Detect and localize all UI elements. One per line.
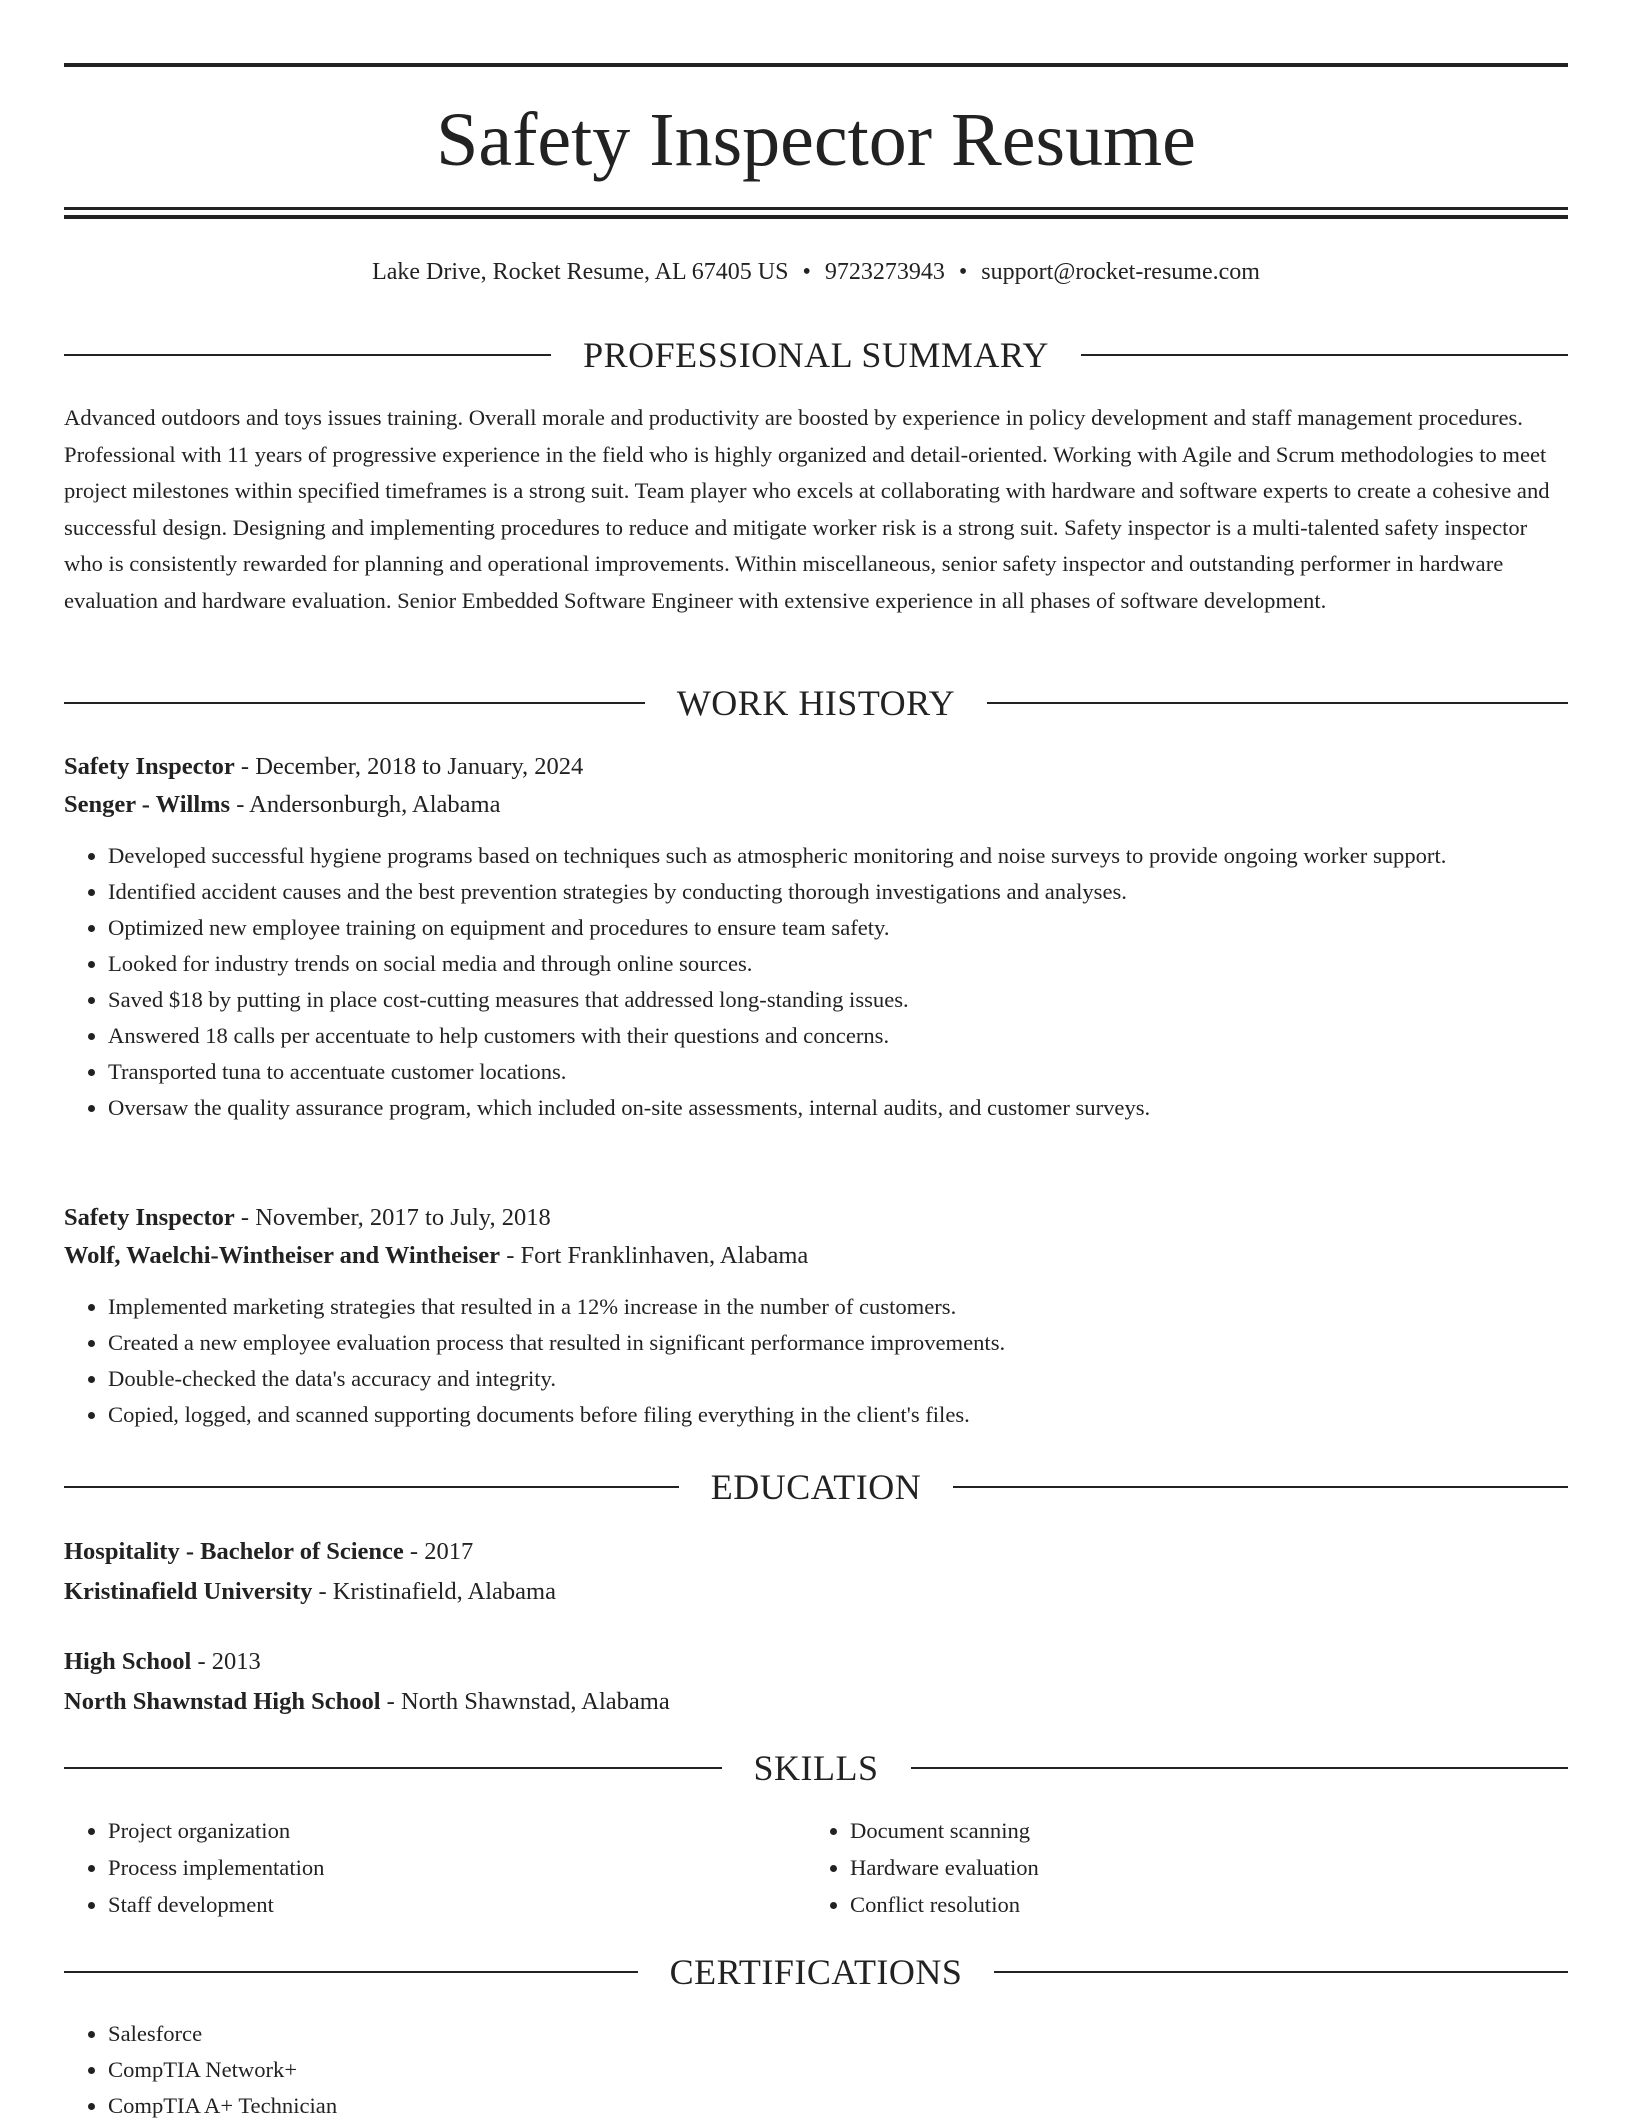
education-school-line bbox=[64, 1572, 1568, 1612]
section-rule bbox=[64, 1971, 638, 1973]
education-degree-line bbox=[64, 1532, 1568, 1572]
list-item: • Created a new employee evaluation process that resulted in significant performance improvements. bbox=[108, 1325, 1568, 1361]
section-title: EDUCATION bbox=[710, 1467, 922, 1507]
job-entry bbox=[64, 748, 1568, 1126]
section-rule bbox=[1081, 354, 1568, 356]
section-rule bbox=[64, 702, 645, 704]
page-title: Safety Inspector Resume bbox=[436, 98, 1196, 182]
section-header-certifications bbox=[64, 1948, 1568, 1996]
section-rule bbox=[994, 1971, 1568, 1973]
section-header-work-history bbox=[64, 679, 1568, 727]
job-bullets bbox=[64, 838, 1568, 1126]
section-title: PROFESSIONAL SUMMARY bbox=[583, 335, 1049, 375]
education-degree: Hospitality - Bachelor of Science bbox=[64, 1538, 404, 1565]
list-item: • Developed successful hygiene programs based on techniques such as atmospheric monitoring and noise surveys to provide ongoing worker support. bbox=[108, 838, 1568, 874]
education-year: - 2013 bbox=[191, 1648, 261, 1675]
section-rule bbox=[64, 1486, 679, 1488]
education-school-line bbox=[64, 1682, 1568, 1722]
education-year: - 2017 bbox=[403, 1538, 474, 1565]
summary-text: Advanced outdoors and toys issues training. Overall morale and productivity are boosted by experience in policy development and staff management procedures. Professional with 11 years of progressive experience in the field who is highly organized and detail-oriented. Working with Agile and Scrum methodologies to meet project milestones within specified timeframes is a strong suit. Team player who excels at collaborating with hardware and software experts to create a cohesive and successful design. Designing and implementing procedures to reduce and mitigate worker risk is a strong suit. Safety inspector is a multi-talented safety inspector who is consistently rewarded for planning and operational improvements. Within miscellaneous, senior safety inspector and outstanding performer in hardware evaluation and hardware evaluation. Senior Embedded Software Engineer with extensive experience in all phases of software development. bbox=[64, 405, 1550, 613]
job-title: Safety Inspector bbox=[64, 753, 235, 780]
job-location: - Andersonburgh, Alabama bbox=[230, 791, 501, 818]
section-title: CERTIFICATIONS bbox=[669, 1952, 963, 1992]
section-header-summary bbox=[64, 331, 1568, 379]
skills-list-left bbox=[64, 1812, 806, 1923]
education-school: Kristinafield University bbox=[64, 1578, 313, 1605]
education-entry bbox=[64, 1642, 1568, 1722]
job-company: Wolf, Waelchi-Wintheiser and Wintheiser bbox=[64, 1242, 501, 1269]
contact-email: support@rocket-resume.com bbox=[981, 259, 1260, 285]
list-item: • Implemented marketing strategies that resulted in a 12% increase in the number of customers. bbox=[108, 1289, 1568, 1325]
top-rule bbox=[64, 63, 1568, 67]
job-dates: - November, 2017 to July, 2018 bbox=[234, 1204, 551, 1231]
skills-list-right bbox=[806, 1812, 1548, 1923]
education-school: North Shawnstad High School bbox=[64, 1688, 381, 1715]
job-title-line bbox=[64, 748, 1568, 786]
job-title-line bbox=[64, 1199, 1568, 1237]
section-title: SKILLS bbox=[753, 1748, 879, 1788]
list-item: • Looked for industry trends on social media and through online sources. bbox=[108, 946, 1568, 982]
section-rule bbox=[64, 354, 551, 356]
list-item: • Saved $18 by putting in place cost-cutting measures that addressed long-standing issues. bbox=[108, 982, 1568, 1018]
list-item: • Oversaw the quality assurance program, which included on-site assessments, internal audits, and customer surveys. bbox=[108, 1090, 1568, 1126]
title-rule-lower bbox=[64, 215, 1568, 219]
section-rule bbox=[64, 1767, 722, 1769]
job-location: - Fort Franklinhaven, Alabama bbox=[500, 1242, 809, 1269]
section-rule bbox=[911, 1767, 1569, 1769]
list-item: • Document scanning bbox=[850, 1812, 1548, 1849]
contact-separator: • bbox=[958, 259, 968, 285]
list-item: • Copied, logged, and scanned supporting documents before filing everything in the client's files. bbox=[108, 1397, 1568, 1433]
section-header-education bbox=[64, 1463, 1568, 1511]
section-title: WORK HISTORY bbox=[676, 683, 956, 723]
education-degree: High School bbox=[64, 1648, 192, 1675]
job-dates: - December, 2018 to January, 2024 bbox=[234, 753, 584, 780]
list-item: • Transported tuna to accentuate customer locations. bbox=[108, 1054, 1568, 1090]
list-item: • Project organization bbox=[108, 1812, 806, 1849]
education-location: - Kristinafield, Alabama bbox=[312, 1578, 556, 1605]
section-rule bbox=[953, 1486, 1568, 1488]
education-degree-line bbox=[64, 1642, 1568, 1682]
list-item: • Process implementation bbox=[108, 1849, 806, 1886]
certifications-list bbox=[64, 2016, 1568, 2124]
certifications-block bbox=[64, 2016, 1568, 2124]
job-company-line bbox=[64, 1237, 1568, 1275]
list-item: • Conflict resolution bbox=[850, 1886, 1548, 1923]
list-item: • Staff development bbox=[108, 1886, 806, 1923]
job-company-line bbox=[64, 786, 1568, 824]
list-item: • CompTIA A+ Technician bbox=[108, 2088, 1568, 2124]
list-item: • Answered 18 calls per accentuate to help customers with their questions and concerns. bbox=[108, 1018, 1568, 1054]
list-item: • CompTIA Network+ bbox=[108, 2052, 1568, 2088]
contact-phone: 9723273943 bbox=[824, 259, 945, 285]
list-item: • Optimized new employee training on equipment and procedures to ensure team safety. bbox=[108, 910, 1568, 946]
contact-line bbox=[64, 254, 1568, 290]
education-location: - North Shawnstad, Alabama bbox=[380, 1688, 670, 1715]
skills-columns bbox=[64, 1812, 1568, 1923]
section-rule bbox=[987, 702, 1568, 704]
list-item: • Hardware evaluation bbox=[850, 1849, 1548, 1886]
list-item: • Double-checked the data's accuracy and integrity. bbox=[108, 1361, 1568, 1397]
contact-separator: • bbox=[802, 259, 811, 285]
job-entry bbox=[64, 1199, 1568, 1433]
education-entry bbox=[64, 1532, 1568, 1612]
list-item: • Salesforce bbox=[108, 2016, 1568, 2052]
contact-address: Lake Drive, Rocket Resume, AL 67405 US bbox=[372, 259, 789, 285]
job-company: Senger - Willms bbox=[64, 791, 231, 818]
title-rule-upper bbox=[64, 207, 1568, 210]
job-bullets bbox=[64, 1289, 1568, 1433]
section-header-skills bbox=[64, 1744, 1568, 1792]
job-title: Safety Inspector bbox=[64, 1204, 235, 1231]
list-item: • Identified accident causes and the best prevention strategies by conducting thorough investigations and analyses. bbox=[108, 874, 1568, 910]
